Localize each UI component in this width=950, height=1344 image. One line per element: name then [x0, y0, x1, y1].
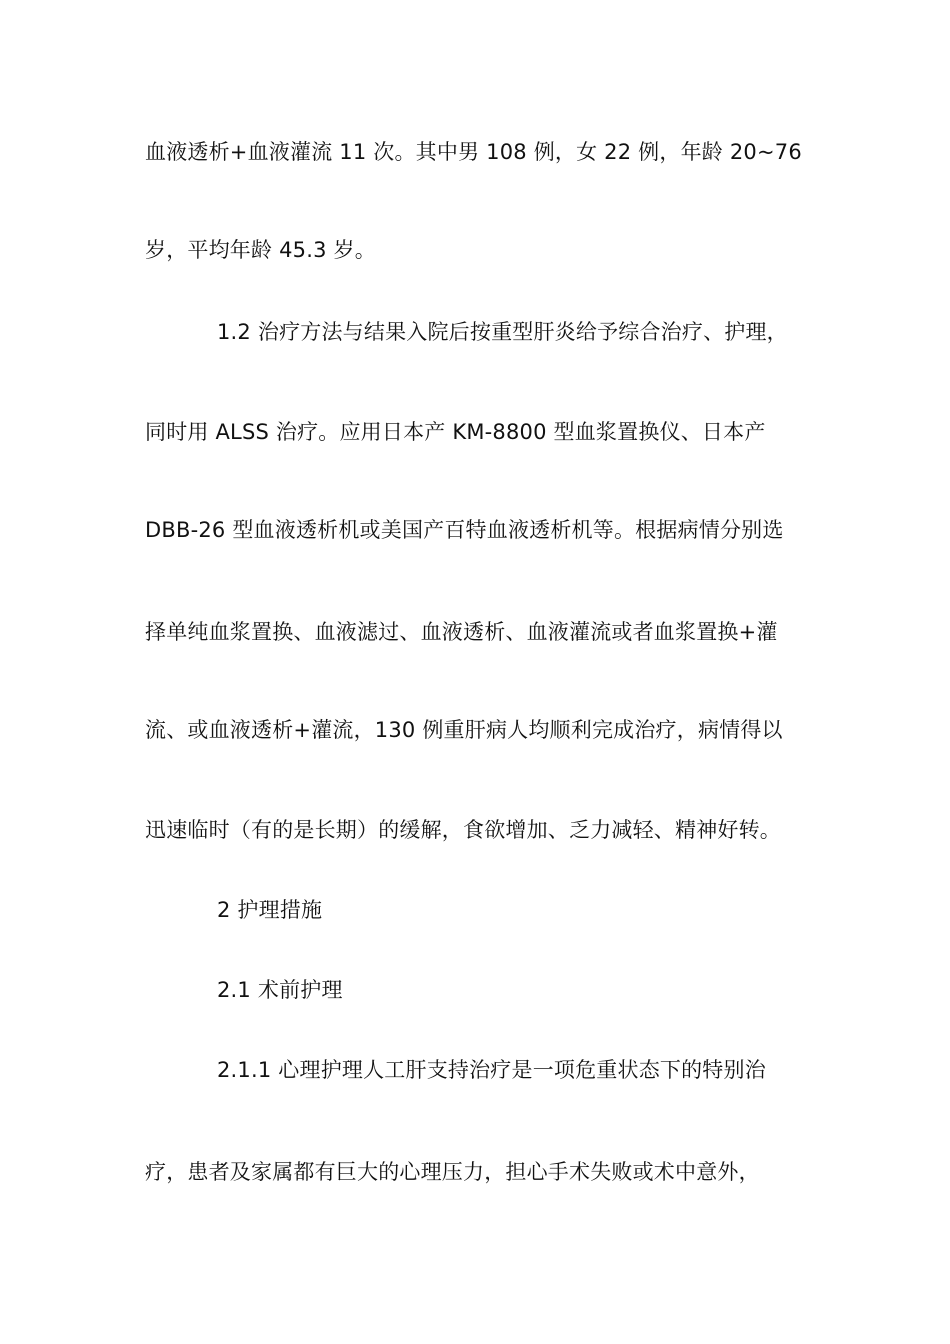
- body-text-line: 流、或血液透析+灌流，130 例重肝病人均顺利完成治疗，病情得以: [145, 718, 783, 742]
- body-text-line: 迅速临时（有的是长期）的缓解，食欲增加、乏力减轻、精神好转。: [145, 818, 781, 842]
- section-heading-2: 2 护理措施: [217, 898, 323, 922]
- section-heading-1-2: 1.2 治疗方法与结果入院后按重型肝炎给予综合治疗、护理，: [217, 320, 788, 344]
- body-text-line: 同时用 ALSS 治疗。应用日本产 KM-8800 型血浆置换仪、日本产: [145, 420, 766, 444]
- body-text-line: 疗，患者及家属都有巨大的心理压力，担心手术失败或术中意外，: [145, 1160, 760, 1184]
- body-text-line: 择单纯血浆置换、血液滤过、血液透析、血液灌流或者血浆置换+灌: [145, 620, 778, 644]
- body-text-line: 岁，平均年龄 45.3 岁。: [145, 238, 376, 262]
- body-text-line: DBB-26 型血液透析机或美国产百特血液透析机等。根据病情分别选: [145, 518, 784, 542]
- section-heading-2-1: 2.1 术前护理: [217, 978, 343, 1002]
- section-heading-2-1-1: 2.1.1 心理护理人工肝支持治疗是一项危重状态下的特别治: [217, 1058, 766, 1082]
- body-text-line: 血液透析+血液灌流 11 次。其中男 108 例，女 22 例，年龄 20~76: [145, 140, 802, 164]
